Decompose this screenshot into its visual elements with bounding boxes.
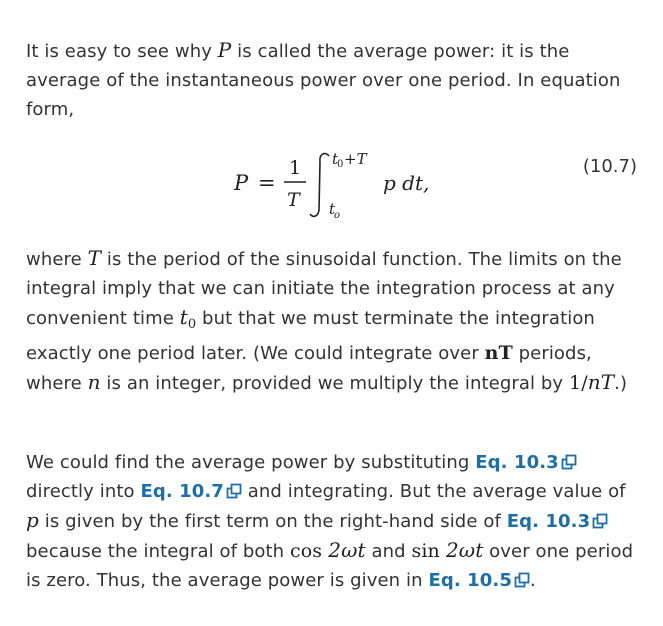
eq-upper-sub: 0 bbox=[337, 159, 344, 170]
eq-equals: = bbox=[258, 171, 276, 195]
t0-base: t bbox=[179, 305, 188, 329]
eq-integrand: p dt, bbox=[383, 171, 430, 195]
text-span: We could find the average power by substituting bbox=[26, 452, 476, 473]
paragraph-average-value bbox=[26, 448, 636, 595]
eq-ref-label: Eq. 10.3 bbox=[506, 511, 591, 532]
math-frac-1-over: 1/ bbox=[569, 372, 588, 394]
text-span: is given by the first term on the right-hand side of bbox=[38, 511, 507, 532]
math-frac-nT: nT bbox=[587, 370, 615, 394]
eq-lower-t: t bbox=[329, 200, 336, 218]
math-var-P: P bbox=[217, 38, 232, 62]
eq-upper-t: t bbox=[332, 150, 339, 168]
equation-graphic bbox=[226, 144, 456, 228]
text-span: because the integral of both bbox=[26, 541, 290, 562]
math-var-p: p bbox=[26, 508, 39, 532]
equation-number: (10.7) bbox=[582, 156, 637, 177]
text-span: .) bbox=[614, 373, 628, 394]
eq-ref-10-3-link-second[interactable] bbox=[507, 511, 609, 532]
text-span: but that we must terminate the integration exactly one period later. (We could integrate over bbox=[26, 308, 595, 364]
integral-sign bbox=[310, 154, 329, 217]
math-cos-arg: 2ωt bbox=[328, 538, 366, 562]
text-span: over one period is zero. Thus, the average power is given in bbox=[26, 541, 634, 591]
eq-lower-sub: o bbox=[334, 210, 341, 221]
display-equation-10-7 bbox=[0, 140, 663, 230]
text-span: where bbox=[26, 249, 88, 270]
text-span: and integrating. But the average value of bbox=[241, 481, 626, 502]
text-span: periods, where bbox=[26, 343, 592, 394]
math-var-T: T bbox=[87, 246, 102, 270]
eq-upper-rest: +T bbox=[344, 150, 367, 168]
math-cos: cos bbox=[290, 540, 323, 562]
eq-denominator: T bbox=[287, 189, 300, 211]
text-span: is the period of the sinusoidal function. The limits on the integral imply that we can initiate the integration process at any convenient time bbox=[26, 249, 622, 329]
text-span: directly into bbox=[26, 481, 141, 502]
text-span: . bbox=[529, 570, 536, 591]
text-span: and bbox=[365, 541, 412, 562]
math-sin-arg: 2ωt bbox=[445, 538, 484, 562]
eq-ref-label: Eq. 10.5 bbox=[428, 570, 512, 591]
t0-sub: 0 bbox=[187, 317, 197, 332]
external-link-icon bbox=[561, 454, 577, 470]
paragraph-average-power-intro bbox=[26, 36, 636, 124]
eq-ref-label: Eq. 10.3 bbox=[475, 452, 559, 473]
paragraph-limits-explanation bbox=[26, 244, 636, 398]
external-link-icon bbox=[592, 513, 608, 529]
text-span: It is easy to see why bbox=[26, 41, 218, 62]
eq-ref-10-3-link[interactable] bbox=[475, 452, 577, 473]
external-link-icon bbox=[514, 572, 530, 588]
math-sin: sin bbox=[411, 540, 440, 562]
math-var-n: n bbox=[87, 370, 101, 394]
math-nT-bold: nT bbox=[484, 342, 513, 364]
eq-ref-10-7-link[interactable] bbox=[140, 481, 242, 502]
text-span: is called the average power: it is the average of the instantaneous power over one period. In equation form, bbox=[26, 41, 621, 120]
text-span: is an integer, provided we multiply the integral by bbox=[100, 373, 570, 394]
math-var-t0 bbox=[179, 305, 197, 332]
external-link-icon bbox=[226, 483, 242, 499]
eq-lhs-P: P bbox=[234, 171, 249, 195]
eq-numerator: 1 bbox=[289, 157, 302, 179]
eq-ref-10-5-link[interactable] bbox=[428, 570, 530, 591]
eq-ref-label: Eq. 10.7 bbox=[140, 481, 224, 502]
